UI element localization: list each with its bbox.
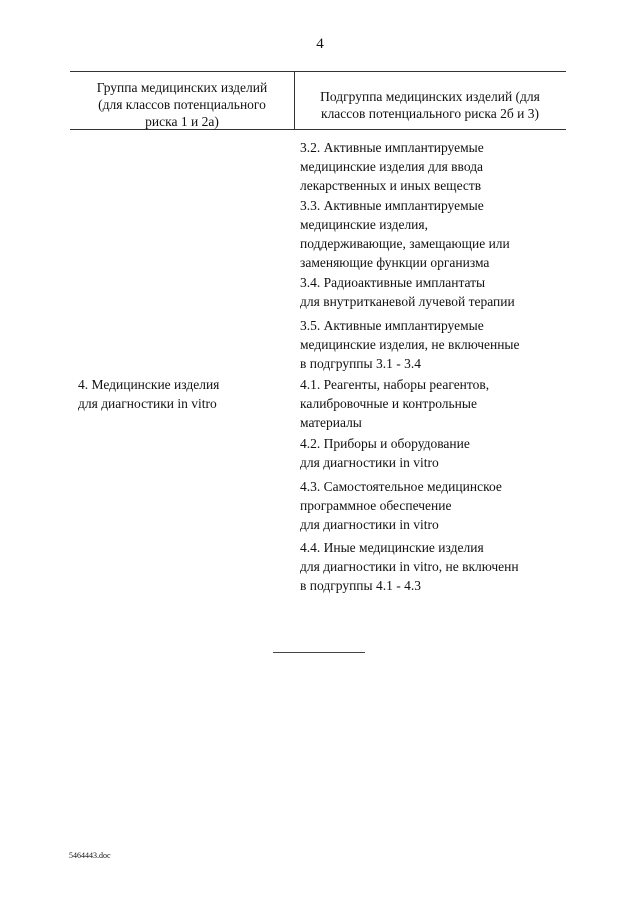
subgroup-4-3: 4.3. Самостоятельное медицинское программное обеспечение для диагностики in vitro (300, 479, 502, 532)
footer-file-name: 5464443.doc (69, 851, 111, 860)
subgroup-4-1: 4.1. Реагенты, наборы реагентов, калибровочные и контрольные материалы (300, 377, 490, 430)
subgroup-3-3: 3.3. Активные имплантируемые медицинские изделия, поддерживающие, замещающие или заменяющие функции организма (300, 198, 510, 270)
subgroup-3-5: 3.5. Активные имплантируемые медицинские изделия, не включенные в подгруппы 3.1 - 3.4 (300, 318, 520, 371)
subgroup-4-2: 4.2. Приборы и оборудование для диагностики in vitro (300, 436, 470, 470)
end-of-document-rule (273, 652, 365, 653)
table-header-group: Группа медицинских изделий (для классов потенциального риска 1 и 2а) (96, 80, 268, 129)
subgroup-4-4: 4.4. Иные медицинские изделия для диагностики in vitro, не включенн в подгруппы 4.1 - 4.3 (300, 540, 519, 593)
group-4: 4. Медицинские изделия для диагностики in vitro (78, 377, 220, 411)
subgroup-3-4: 3.4. Радиоактивные имплантаты для внутритканевой лучевой терапии (300, 275, 515, 309)
table-top-rule (70, 71, 566, 72)
table-header-subgroup: Подгруппа медицинских изделий (для классов потенциального риска 2б и 3) (320, 89, 540, 121)
page-number: 4 (316, 36, 324, 52)
subgroup-3-2: 3.2. Активные имплантируемые медицинские изделия для ввода лекарственных и иных веществ (300, 140, 484, 193)
table-column-divider (294, 71, 295, 129)
